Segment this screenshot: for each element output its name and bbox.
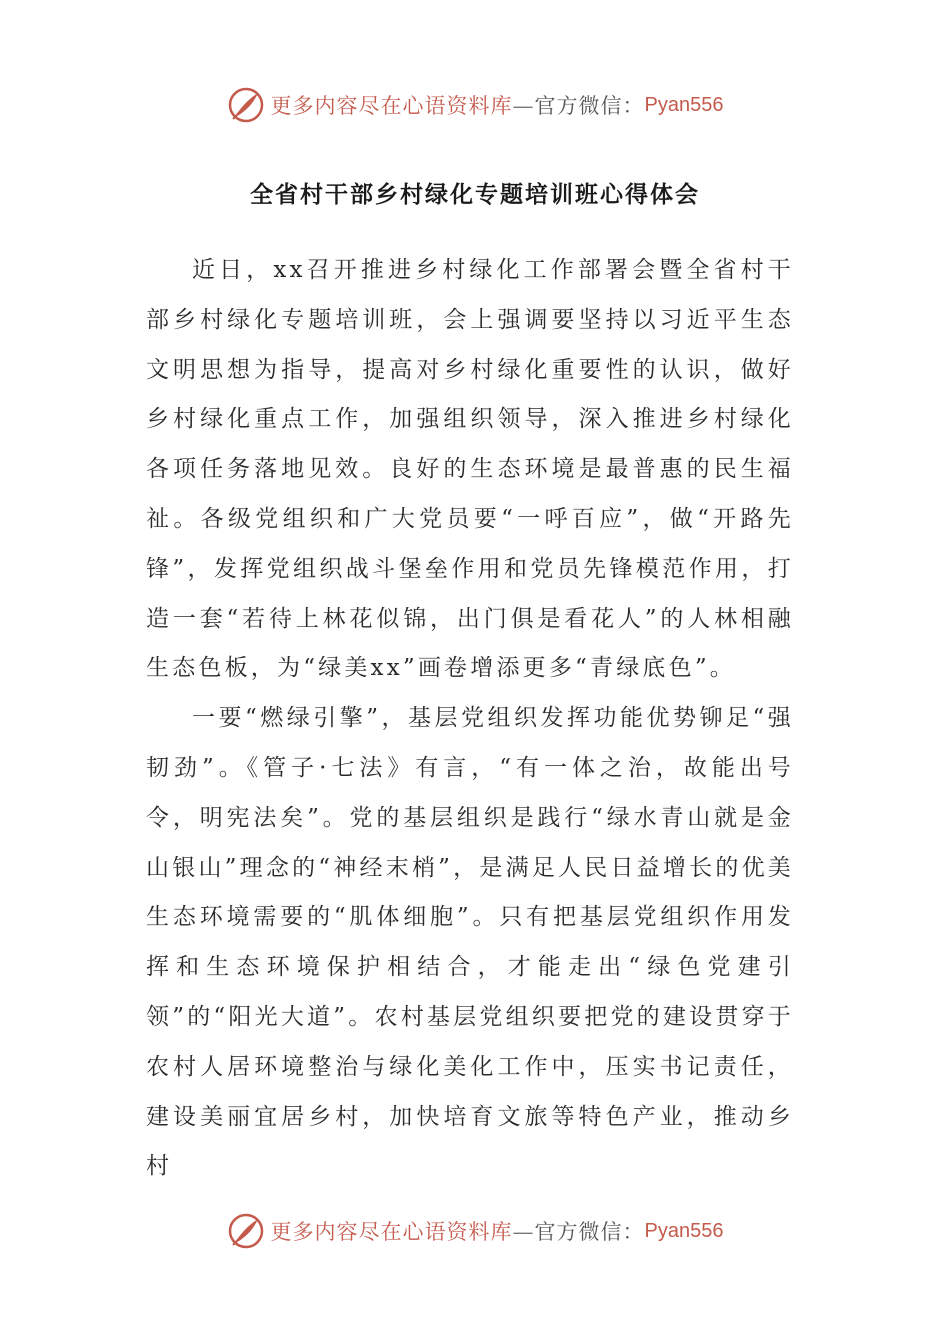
banner-text: 更多内容尽在心语资料库—官方微信： [270,94,645,118]
wechat-id: Pyan556 [644,93,724,116]
paragraph: 近日，xx召开推进乡村绿化工作部署会暨全省村干部乡村绿化专题培训班，会上强调要坚持以习近平生态文明思想为指导，提高对乡村绿化重要性的认识，做好乡村绿化重点工作，加强组织领导，深入推进乡村绿化各项任务落地见效。良好的生态环境是最普惠的民生福祉。各级党组织和广大党员要“一呼百应”，做“开路先锋”，发挥党组织战斗堡垒作用和党员先锋模范作用，打造一套“若待上林花似锦，出门俱是看花人”的人林相融生态色板，为“绿美xx”画卷增添更多“青绿底色”。 [146,257,794,682]
document-body [146,246,794,1192]
footer-banner [0,1206,950,1256]
wechat-id: Pyan556 [644,1219,724,1242]
quill-logo-icon [227,86,265,124]
document-title: 全省村干部乡村绿化专题培训班心得体会 [250,182,700,208]
quill-logo-icon [227,1212,265,1250]
paragraph: 一要“燃绿引擎”，基层党组织发挥功能优势铆足“强韧劲”。《管子·七法》有言，“有一体之治，故能出号令，明宪法矣”。党的基层组织是践行“绿水青山就是金山银山”理念的“神经末梢”，是满足人民日益增长的优美生态环境需要的“肌体细胞”。只有把基层党组织作用发挥和生态环境保护相结合，才能走出“绿色党建引领”的“阳光大道”。农村基层党组织要把党的建设贯穿于农村人居环境整治与绿化美化工作中，压实书记责任，建设美丽宜居乡村，加快培育文旅等特色产业，推动乡村 [146,705,794,1180]
header-banner [0,80,950,130]
banner-text: 更多内容尽在心语资料库—官方微信： [270,1220,645,1244]
